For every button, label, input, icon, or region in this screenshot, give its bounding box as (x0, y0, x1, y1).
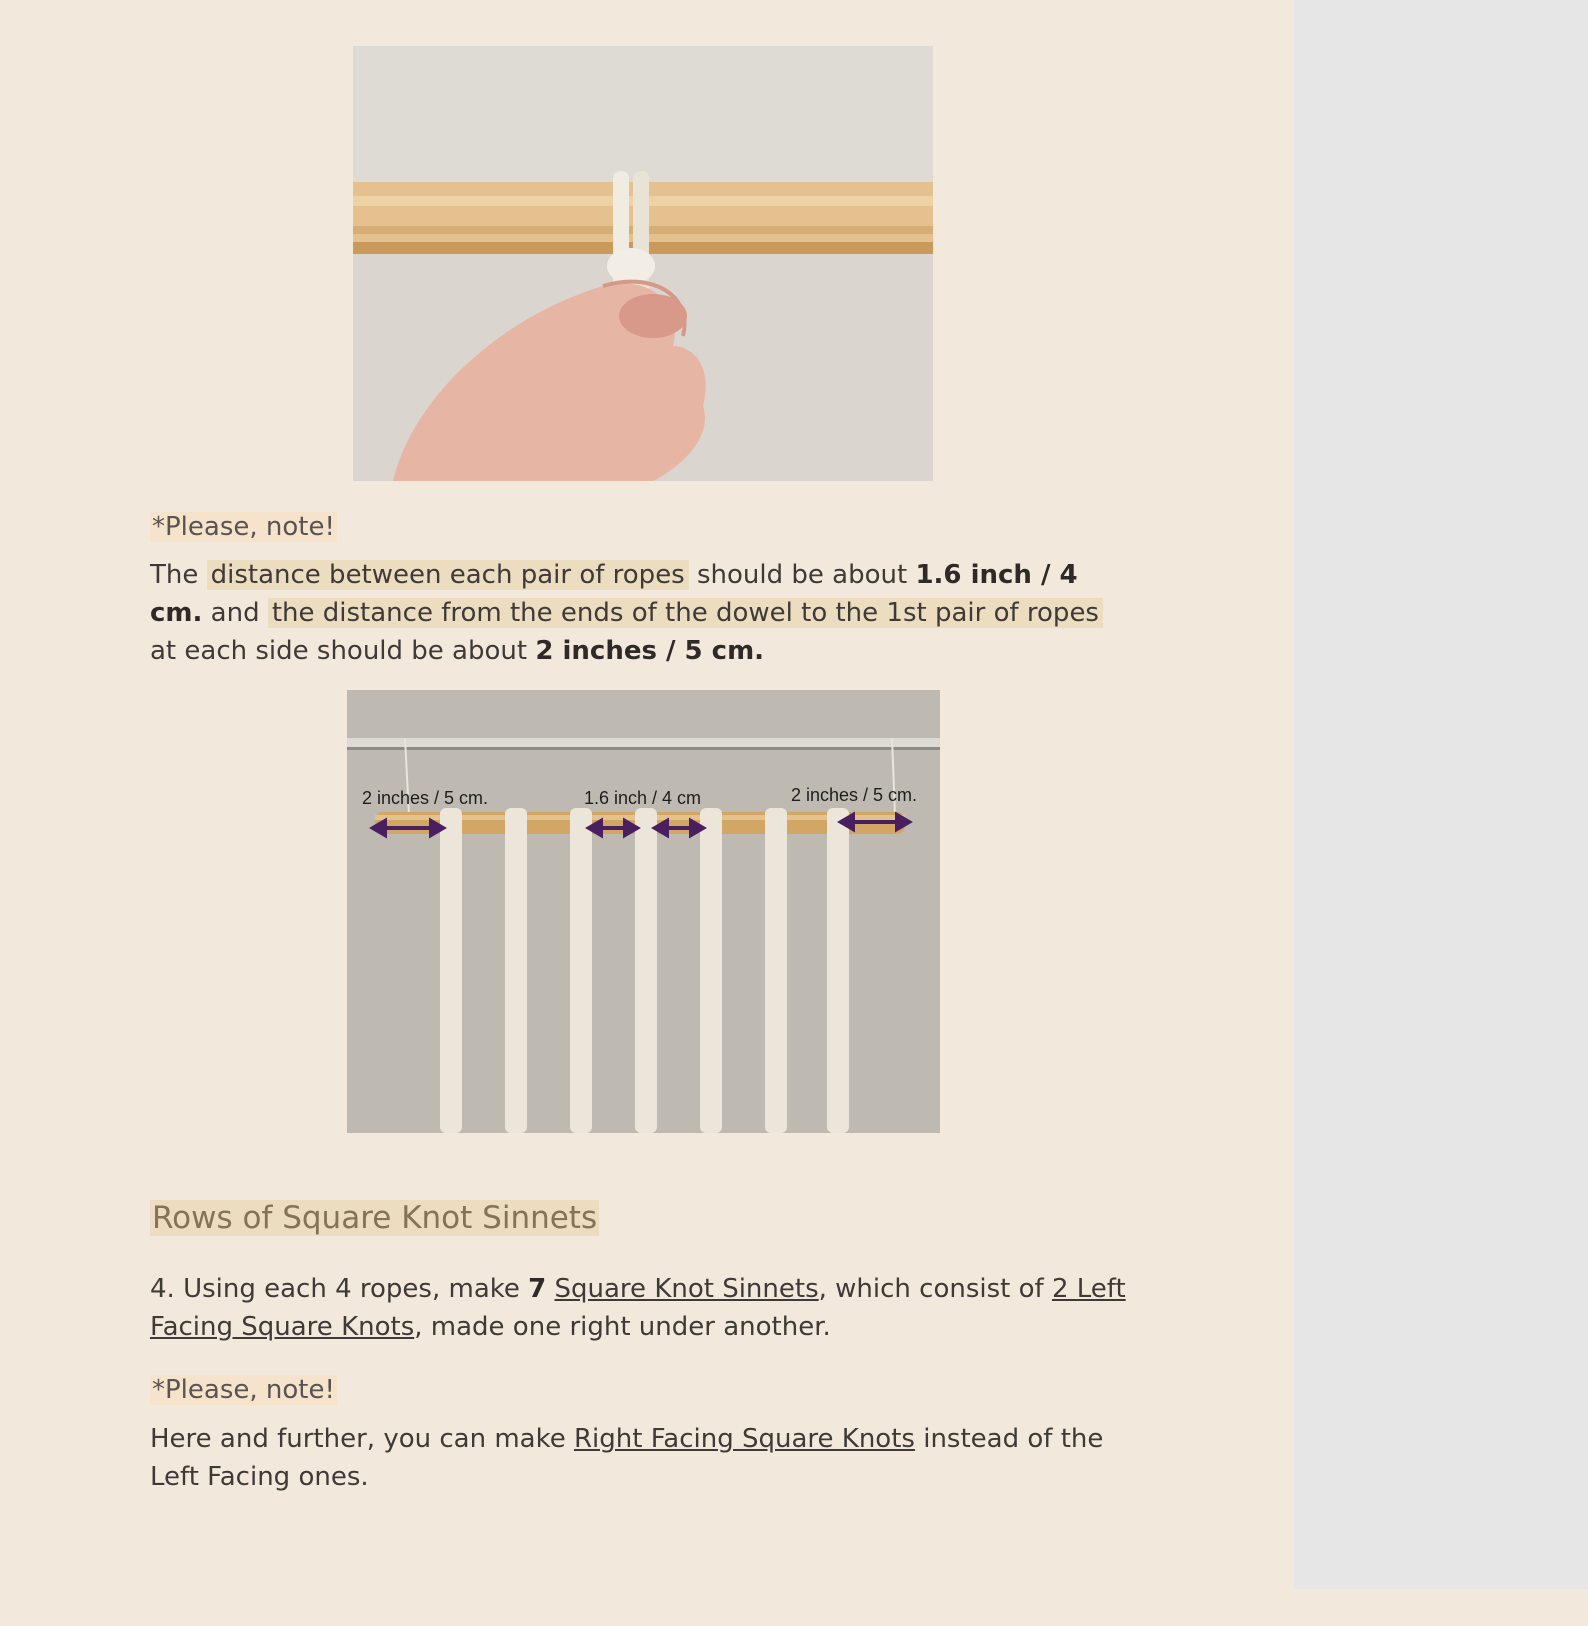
link-square-knot-sinnets[interactable]: Square Knot Sinnets (554, 1274, 819, 1304)
note-label: *Please, note! (152, 512, 335, 542)
step-4-paragraph: 4. Using each 4 ropes, make 7 Square Knot Sinnets, which consist of 2 Left Facing Square Knots, made one right under another. (150, 1274, 1126, 1342)
distance-paragraph: The distance between each pair of ropes should be about 1.6 inch / 4 cm. and the distance from the ends of the dowel to the 1st pair of ropes at each side should be about 2 inches / 5 cm. (150, 556, 1130, 670)
section-heading: Rows of Square Knot Sinnets (152, 1200, 598, 1236)
dimension-label-right: 2 inches / 5 cm. (791, 785, 918, 805)
dimension-label-middle: 1.6 inch / 4 cm (584, 788, 702, 808)
photo-knot-on-dowel (353, 46, 933, 481)
link-right-facing-square-knots[interactable]: Right Facing Square Knots (573, 1424, 915, 1454)
note-label-2: *Please, note! (152, 1375, 335, 1405)
dimension-label-left: 2 inches / 5 cm. (362, 788, 489, 808)
right-facing-paragraph: Here and further, you can make Right Facing Square Knots instead of the Left Facing ones. (150, 1424, 1104, 1492)
link-left-facing-square-knots[interactable]: 2 Left Facing Square Knots (150, 1274, 1126, 1342)
photo-rope-spacing (347, 690, 940, 1133)
page-thumbnails-sidebar (1294, 0, 1588, 1589)
